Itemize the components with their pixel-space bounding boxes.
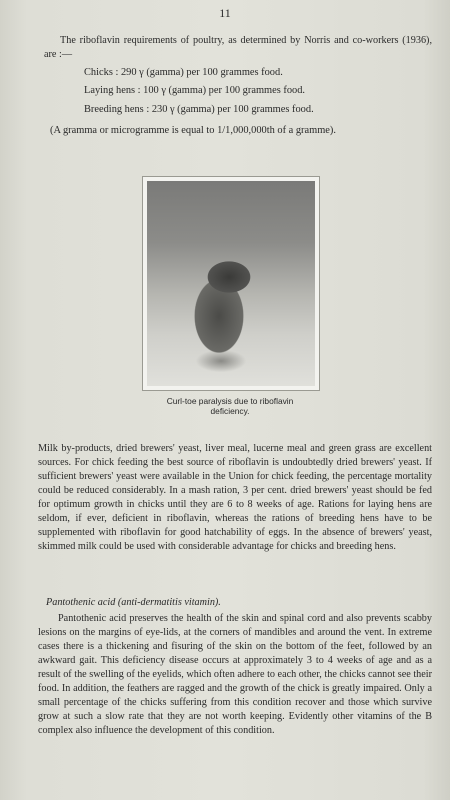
requirement-laying-hens: Laying hens : 100 γ (gamma) per 100 grammes food. xyxy=(84,85,306,96)
chick-photo xyxy=(147,181,315,386)
requirement-chicks: Chicks : 290 γ (gamma) per 100 grammes food. xyxy=(84,67,283,78)
intro-paragraph: The riboflavin requirements of poultry, as determined by Norris and co-workers (1936), are :— xyxy=(44,35,432,60)
requirement-breeding-hens: Breeding hens : 230 γ (gamma) per 100 grammes food. xyxy=(84,104,314,115)
figure-caption: Curl-toe paralysis due to riboflavin deficiency. xyxy=(166,396,294,416)
section-heading: Pantothenic acid (anti-dermatitis vitamin). xyxy=(46,597,221,608)
body-paragraph-pantothenic: Pantothenic acid preserves the health of the skin and spinal cord and also prevents scabby lesions on the margins of eye-lids, at the corners of mandibles and around the vent. In extreme cases there is a thickening and fisuring of the skin on the bottom of the feet, followed by an awkward gait. This deficiency disease occurs at approximately 3 to 4 weeks of age and as a result of the swelling of the eyelids, which often adhere to each other, the chicks cannot see their food. In addition, the feathers are ragged and the growth of the chick is greatly impaired. Only a small percentage of the chicks suffering from this condition recover and those which survive grow at such a slow rate that they are not worth keeping. Evidently other vitamins of the B complex also influence the development of this condition. xyxy=(38,613,432,736)
figure-frame xyxy=(142,176,320,391)
body-paragraph-sources: Milk by-products, dried brewers' yeast, liver meal, lucerne meal and green grass are excellent sources. For chick feeding the best source of riboflavin is undoubtedly dried brewers' yeast. If sufficient brewers' yeast were available in the Union for chick feeding, the percentage mortality could be reduced considerably. In a mash ration, 3 per cent. dried brewers' yeast should be fed for optimum growth in chicks until they are 6 to 8 weeks of age. Rations for laying hens are seldom, if ever, deficient in riboflavin, whereas the rations of breeding hens have to be supplemented with riboflavin for good hatchability of eggs. In the absence of brewers' yeast, skimmed milk could be used with considerable advantage for chicks and breeding hens. xyxy=(38,443,432,552)
page-number: 11 xyxy=(219,6,231,20)
gamma-note: (A gramma or microgramme is equal to 1/1,000,000th of a gramme). xyxy=(50,125,336,136)
